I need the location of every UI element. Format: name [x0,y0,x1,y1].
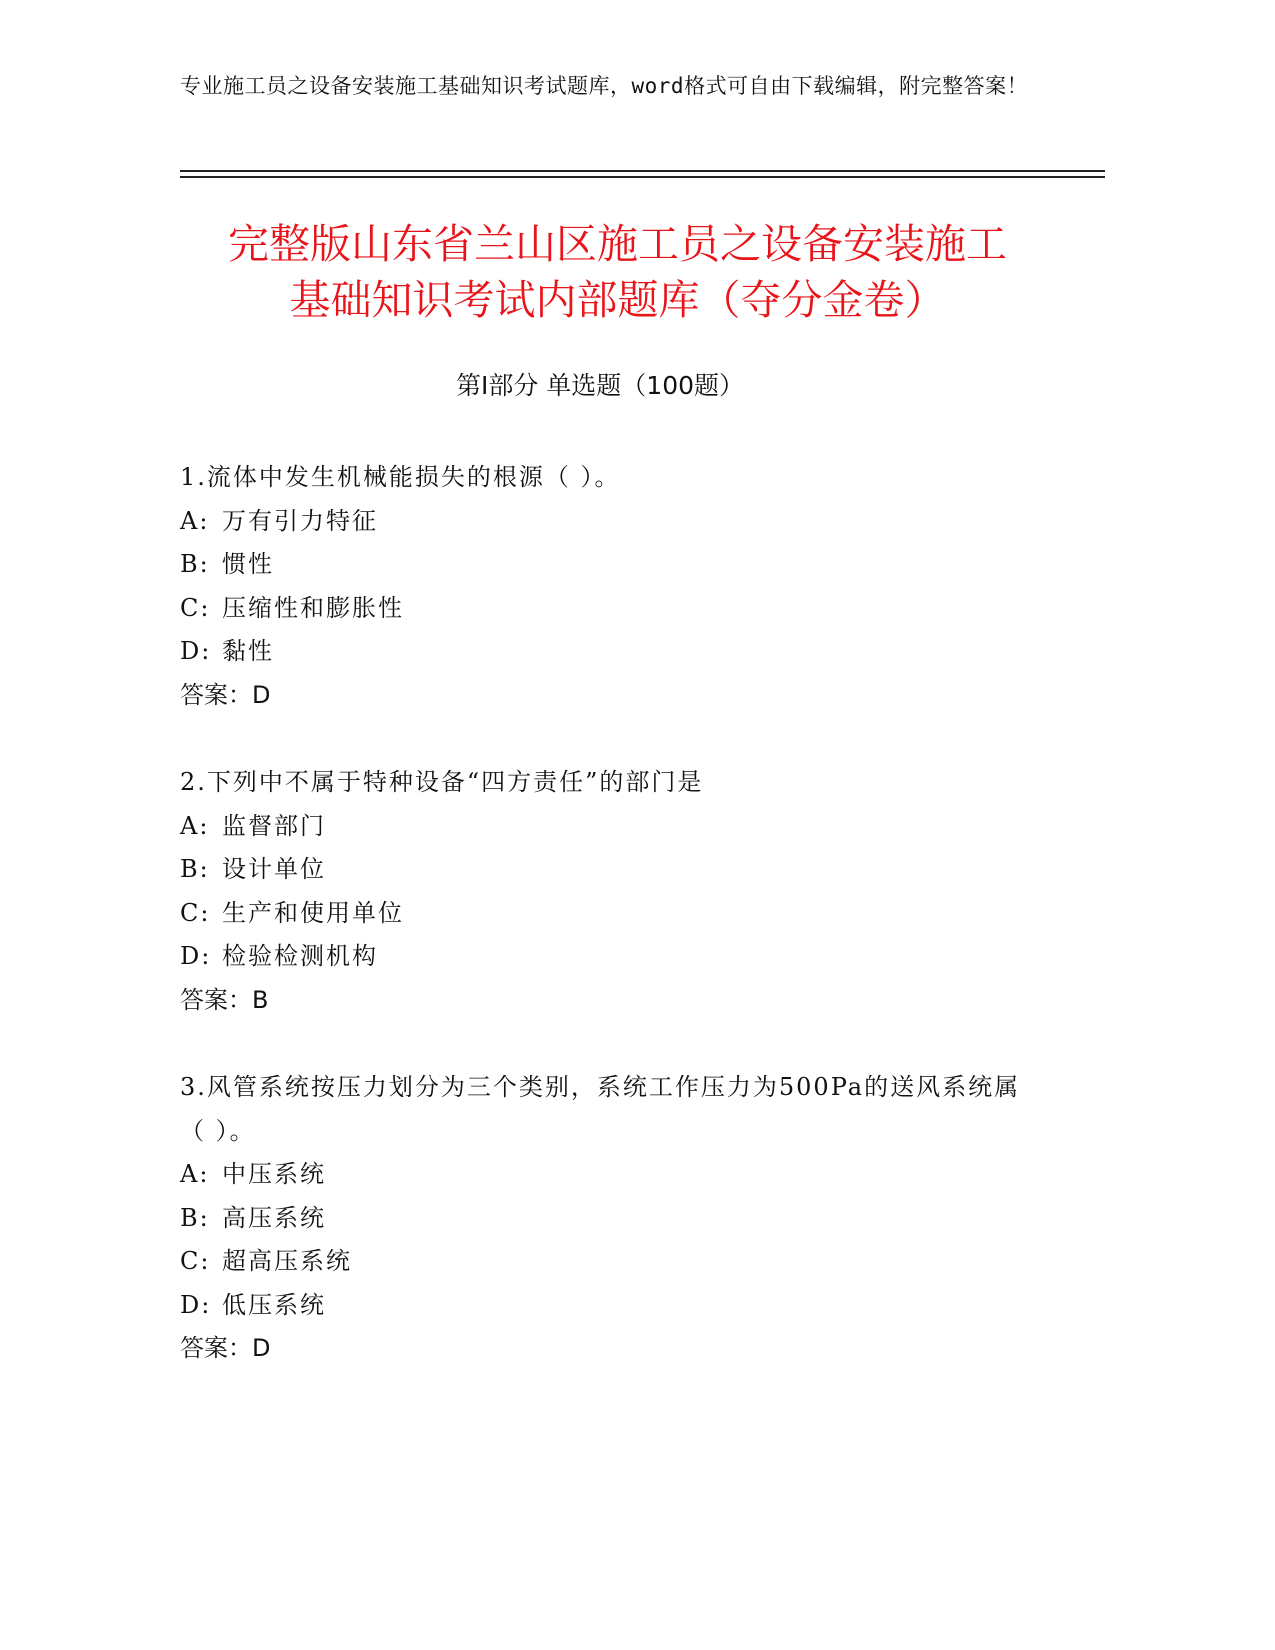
option-text: 检验检测机构 [222,942,378,970]
question-stem: 2.下列中不属于特种设备“四方责任”的部门是 [180,768,704,796]
option-a [180,500,1040,544]
option-letter: B: [180,550,210,578]
option-d [180,1284,1040,1328]
header-divider-second [180,176,1105,178]
question-stem: 3.风管系统按压力划分为三个类别，系统工作压力为500Pa的送风系统属（ ）。 [180,1073,1021,1145]
option-d [180,935,1040,979]
option-letter: C: [180,593,211,622]
option-c [180,587,1040,631]
option-letter: D: [180,637,212,665]
option-letter: C: [180,1247,211,1275]
option-text: 惯性 [222,550,274,578]
option-text: 监督部门 [222,811,326,840]
question-1 [180,456,1040,717]
option-c [180,892,1040,936]
option-b [180,1197,1040,1241]
option-c [180,1240,1040,1284]
document-title-line-1: 完整版山东省兰山区施工员之设备安装施工 [228,220,1007,268]
answer-line: 答案：B [180,985,269,1014]
option-b [180,848,1040,892]
option-letter: A: [180,811,210,840]
option-text: 压缩性和膨胀性 [222,593,404,622]
option-text: 中压系统 [222,1160,326,1188]
header-divider [180,170,1105,172]
document-title [150,216,1085,328]
section-title: 第Ⅰ部分 单选题（100题） [455,371,745,400]
option-text: 设计单位 [222,855,326,883]
option-letter: D: [180,1290,212,1319]
option-letter: C: [180,898,211,927]
question-3 [180,1066,1040,1371]
document-title-line-2: 基础知识考试内部题库（夺分金卷） [289,276,946,324]
question-2 [180,761,1040,1022]
option-b [180,543,1040,587]
option-text: 超高压系统 [222,1247,352,1275]
option-a [180,1153,1040,1197]
option-letter: D: [180,942,212,970]
option-letter: A: [180,506,210,535]
option-letter: B: [180,1203,210,1232]
option-d [180,630,1040,674]
question-stem: 1.流体中发生机械能损失的根源（ ）。 [180,463,621,491]
option-text: 黏性 [222,637,274,665]
option-text: 高压系统 [222,1203,326,1232]
answer-line: 答案：D [180,1334,271,1362]
option-text: 低压系统 [222,1290,326,1319]
answer-line: 答案：D [180,680,271,709]
header-note: 专业施工员之设备安装施工基础知识考试题库，word格式可自由下载编辑，附完整答案！ [180,74,1029,98]
option-text: 生产和使用单位 [222,898,404,927]
option-letter: B: [180,855,210,883]
option-letter: A: [180,1160,210,1188]
option-text: 万有引力特征 [222,506,378,535]
option-a [180,805,1040,849]
question-list [180,456,1040,1415]
